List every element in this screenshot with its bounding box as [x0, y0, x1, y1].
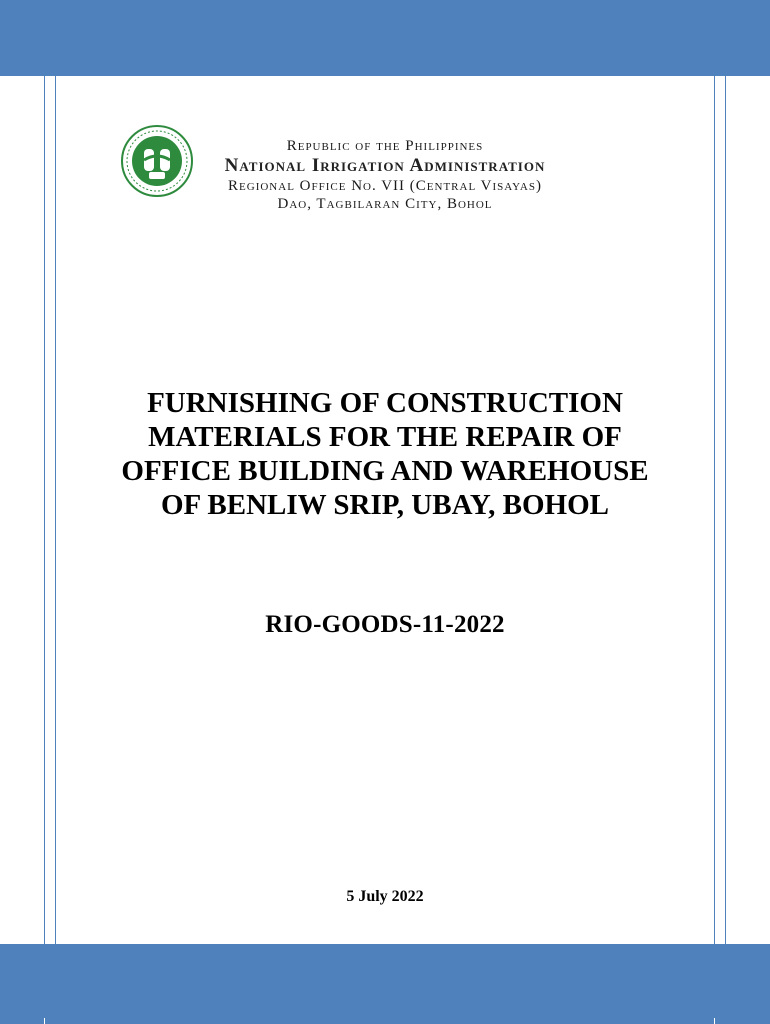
left-border-inner	[55, 76, 56, 944]
document-title	[90, 386, 680, 522]
reference-number: RIO-GOODS-11-2022	[265, 611, 505, 638]
right-border-inner	[714, 76, 715, 944]
left-border-outer	[44, 76, 45, 944]
letterhead-address: Dao, Tagbilaran City, Bohol	[277, 196, 493, 212]
letterhead-country: Republic of the Philippines	[286, 138, 484, 154]
nia-seal-icon	[116, 124, 198, 198]
bottom-left-tick	[44, 1018, 45, 1024]
letterhead	[200, 137, 570, 213]
letterhead-agency: National Irrigation Administration	[224, 155, 546, 176]
right-border-outer	[725, 76, 726, 944]
bottom-right-tick	[714, 1018, 715, 1024]
title-line: OFFICE BUILDING AND WAREHOUSE	[121, 455, 649, 487]
document-date: 5 July 2022	[346, 888, 424, 905]
letterhead-regional-office: Regional Office No. VII (Central Visayas)	[228, 178, 542, 194]
title-line: FURNISHING OF CONSTRUCTION	[147, 387, 623, 419]
title-line: MATERIALS FOR THE REPAIR OF	[148, 421, 622, 453]
title-line: OF BENLIW SRIP, UBAY, BOHOL	[160, 489, 610, 521]
top-banner	[0, 0, 770, 76]
bottom-banner	[0, 944, 770, 1024]
